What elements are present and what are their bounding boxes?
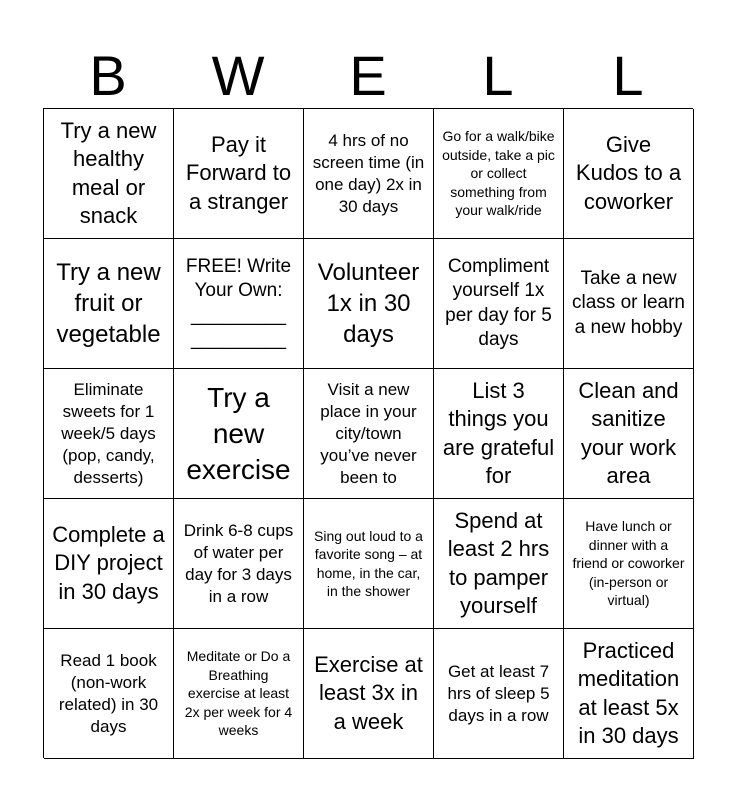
bingo-cell bbox=[304, 629, 434, 759]
bingo-cell-text: Go for a walk/bike outside, take a pic or collect something from your walk/ride bbox=[442, 128, 555, 219]
bingo-cell bbox=[564, 239, 694, 369]
header-letter-l2: L bbox=[612, 44, 644, 107]
bingo-cell bbox=[44, 109, 174, 239]
bingo-cell-text: Try a new exercise bbox=[186, 381, 291, 485]
bingo-cell-text: Give Kudos to a coworker bbox=[575, 131, 682, 214]
bingo-cell-text: Have lunch or dinner with a friend or coworker (in-person or virtual) bbox=[572, 518, 685, 609]
bingo-header bbox=[43, 44, 693, 108]
bingo-cell bbox=[564, 629, 694, 759]
bingo-cell bbox=[564, 499, 694, 629]
bingo-cell-text: List 3 things you are grateful for bbox=[442, 377, 555, 488]
bingo-cell bbox=[44, 239, 174, 369]
bingo-cell-text: Exercise at least 3x in a week bbox=[314, 651, 423, 734]
bingo-cell bbox=[304, 369, 434, 499]
bingo-cell bbox=[174, 629, 304, 759]
bingo-cell bbox=[564, 109, 694, 239]
bingo-cell bbox=[564, 369, 694, 499]
bingo-cell bbox=[304, 109, 434, 239]
bingo-cell-free bbox=[174, 239, 304, 369]
bingo-cell bbox=[304, 499, 434, 629]
bingo-cell bbox=[434, 629, 564, 759]
bingo-cell bbox=[44, 499, 174, 629]
bingo-cell-text: Try a new healthy meal or snack bbox=[60, 117, 157, 228]
header-letter-l1: L bbox=[482, 44, 514, 107]
bingo-cell bbox=[174, 109, 304, 239]
bingo-cell-text: Volunteer 1x in 30 days bbox=[317, 259, 420, 348]
bingo-cell bbox=[304, 239, 434, 369]
header-letter-w: W bbox=[211, 44, 265, 107]
bingo-cell bbox=[434, 499, 564, 629]
bingo-cell-text: Take a new class or learn a new hobby bbox=[572, 267, 685, 338]
bingo-cell-text: Drink 6-8 cups of water per day for 3 days in a row bbox=[183, 520, 294, 606]
bingo-cell-text: Meditate or Do a Breathing exercise at least 2x per week for 4 weeks bbox=[184, 648, 293, 739]
bingo-cell bbox=[174, 499, 304, 629]
bingo-cell-text: Read 1 book (non-work related) in 30 days bbox=[58, 650, 159, 736]
bingo-cell-text: Get at least 7 hrs of sleep 5 days in a row bbox=[447, 661, 550, 725]
bingo-cell-text: FREE! Write Your Own: _________ _________ bbox=[185, 255, 292, 350]
bingo-cell-text: Clean and sanitize your work area bbox=[578, 377, 679, 488]
bingo-cell bbox=[44, 369, 174, 499]
header-letter-b: B bbox=[89, 44, 127, 107]
bingo-cell-text: Sing out loud to a favorite song – at home, in the car, in the shower bbox=[314, 527, 423, 599]
bingo-cell-text: Pay it Forward to a stranger bbox=[185, 131, 292, 214]
bingo-card-grid bbox=[43, 108, 693, 758]
bingo-cell bbox=[434, 369, 564, 499]
bingo-cell bbox=[434, 239, 564, 369]
bingo-cell-text: Try a new fruit or vegetable bbox=[56, 259, 161, 348]
bingo-cell-text: 4 hrs of no screen time (in one day) 2x in 30 days bbox=[312, 130, 425, 216]
bingo-cell-text: Visit a new place in your city/town you’ve never been to bbox=[320, 379, 417, 487]
bingo-cell bbox=[434, 109, 564, 239]
bingo-cell bbox=[44, 629, 174, 759]
bingo-cell-text: Compliment yourself 1x per day for 5 days bbox=[445, 255, 552, 350]
bingo-cell-text: Practiced meditation at least 5x in 30 days bbox=[577, 637, 680, 748]
bingo-cell-text: Spend at least 2 hrs to pamper yourself bbox=[447, 507, 550, 618]
header-letter-e: E bbox=[349, 44, 387, 107]
bingo-cell-text: Complete a DIY project in 30 days bbox=[52, 521, 165, 604]
bingo-cell bbox=[174, 369, 304, 499]
bingo-cell-text: Eliminate sweets for 1 week/5 days (pop, candy, desserts) bbox=[61, 379, 156, 487]
